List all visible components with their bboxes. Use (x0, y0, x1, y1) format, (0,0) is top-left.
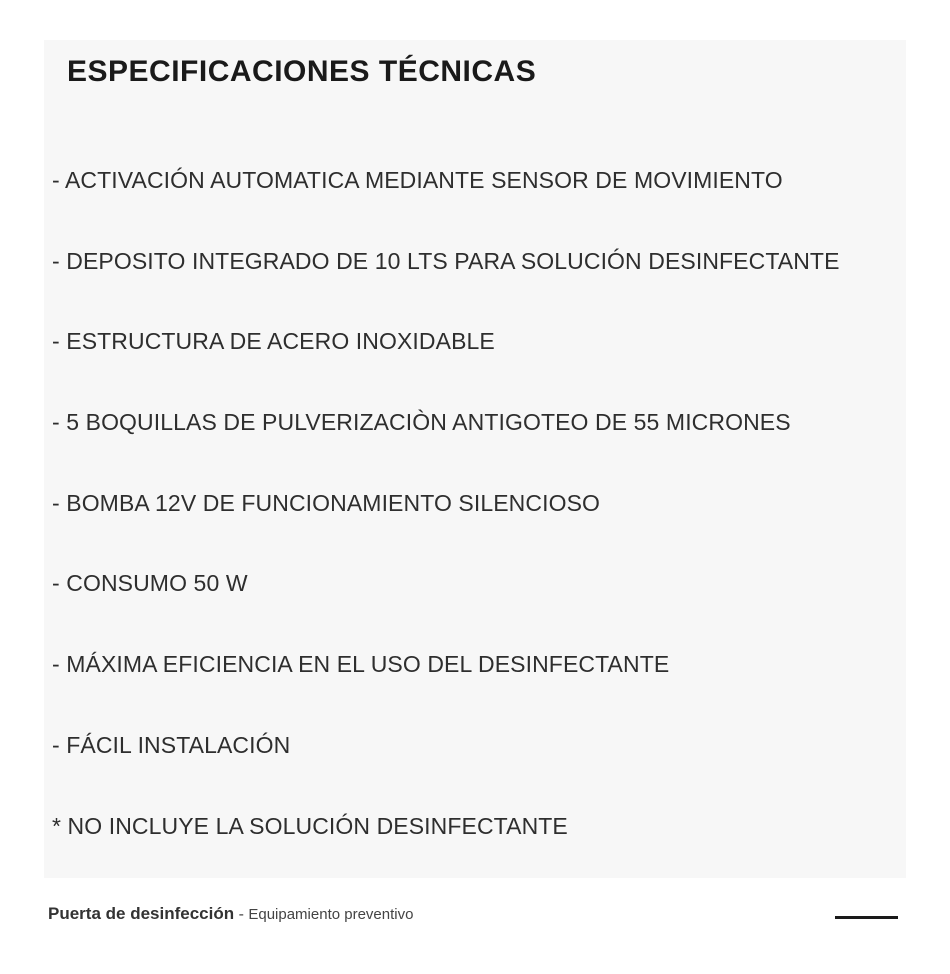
footer-product-name: Puerta de desinfección (48, 904, 235, 923)
footer-divider (835, 916, 898, 919)
footer-separator: - (234, 906, 249, 923)
footer-subtitle: Equipamiento preventivo (248, 906, 414, 923)
footer (48, 902, 413, 927)
page-title: ESPECIFICACIONES TÉCNICAS (67, 55, 537, 88)
spec-item: - 5 BOQUILLAS DE PULVERIZACIÒN ANTIGOTEO DE 55 MICRONES (52, 409, 791, 435)
spec-item: - BOMBA 12V DE FUNCIONAMIENTO SILENCIOSO (52, 490, 601, 516)
spec-item: - MÁXIMA EFICIENCIA EN EL USO DEL DESINFECTANTE (52, 651, 670, 677)
spec-item: - CONSUMO 50 W (52, 570, 248, 596)
spec-item: - FÁCIL INSTALACIÓN (52, 732, 291, 758)
spec-item: - DEPOSITO INTEGRADO DE 10 LTS PARA SOLUCIÓN DESINFECTANTE (52, 248, 840, 274)
spec-item: - ACTIVACIÓN AUTOMATICA MEDIANTE SENSOR DE MOVIMIENTO (52, 167, 783, 193)
spec-note: * NO INCLUYE LA SOLUCIÓN DESINFECTANTE (52, 813, 568, 839)
spec-item: - ESTRUCTURA DE ACERO INOXIDABLE (52, 328, 495, 354)
